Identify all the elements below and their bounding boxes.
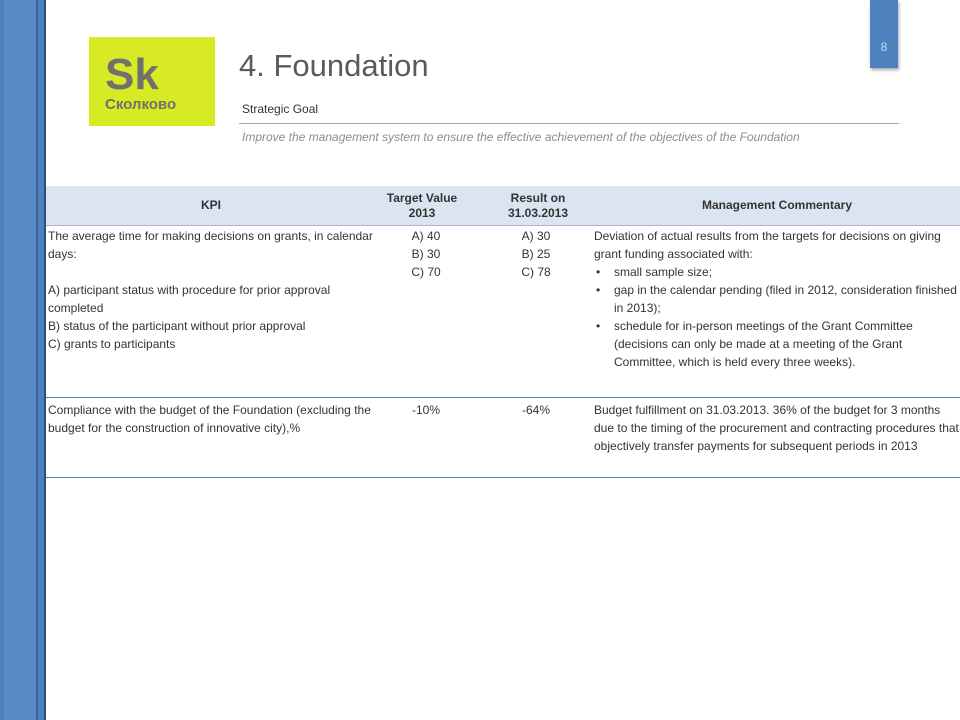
skolkovo-logo — [89, 37, 215, 126]
strategic-goal-text: Improve the management system to ensure the effective achievement of the objectives of the Foundation — [242, 130, 800, 144]
kpi-cell — [48, 227, 378, 353]
strategic-goal-divider — [239, 123, 899, 124]
target-value: C) 70 — [411, 265, 441, 279]
commentary-bullet-list — [594, 263, 960, 371]
skolkovo-logo-graphic — [89, 37, 215, 126]
left-bar-inner — [4, 0, 38, 720]
commentary-intro: Deviation of actual results from the targets for decisions on giving grant funding associated with: — [594, 229, 941, 261]
kpi-intro: The average time for making decisions on grants, in calendar days: — [48, 229, 373, 261]
header-result: Result on 31.03.2013 — [507, 190, 569, 220]
header-management-commentary: Management Commentary — [701, 198, 853, 212]
result-value: A) 30 — [521, 229, 551, 243]
kpi-item: A) participant status with procedure for prior approval completed — [48, 283, 331, 315]
target-value: -10% — [411, 403, 440, 417]
result-cell — [486, 227, 586, 281]
result-value: -64% — [521, 403, 550, 417]
target-cell — [376, 227, 476, 281]
page-title: 4. Foundation — [239, 48, 429, 83]
commentary-bullet: • schedule for in-person meetings of the Grant Committee (decisions can only be made at a meeting of the Grant Committee, which is held every three weeks). — [594, 317, 960, 371]
kpi-table — [46, 186, 960, 478]
result-value: C) 78 — [521, 265, 551, 279]
logo-letters: Sk — [105, 50, 159, 99]
table-header — [46, 186, 960, 226]
commentary-cell: Budget fulfillment on 31.03.2013. 36% of the budget for 3 months due to the timing of the procurement and contracting procedures that objectively transfer payments for subsequent periods in 2013 — [594, 403, 959, 453]
result-value: B) 25 — [521, 247, 551, 261]
target-value: B) 30 — [411, 247, 441, 261]
page-number: 8 — [880, 40, 888, 54]
table-row — [46, 226, 960, 398]
left-decorative-bar — [0, 0, 46, 720]
page-number-tab — [870, 0, 898, 68]
strategic-goal-label: Strategic Goal — [242, 102, 319, 116]
commentary-bullet: • small sample size; — [594, 263, 960, 281]
table-row — [46, 398, 960, 478]
commentary-bullet: • gap in the calendar pending (filed in 2012, consideration finished in 2013); — [594, 281, 960, 317]
header-kpi: KPI — [200, 198, 221, 212]
kpi-item: C) grants to participants — [48, 337, 176, 351]
logo-name: Сколково — [105, 96, 177, 113]
header-target-value: Target Value 2013 — [386, 190, 458, 220]
commentary-cell — [594, 227, 960, 371]
kpi-cell: Compliance with the budget of the Foundation (excluding the budget for the construction of innovative city),% — [48, 403, 371, 435]
kpi-item: B) status of the participant without prior approval — [48, 319, 306, 333]
target-value: A) 40 — [411, 229, 441, 243]
